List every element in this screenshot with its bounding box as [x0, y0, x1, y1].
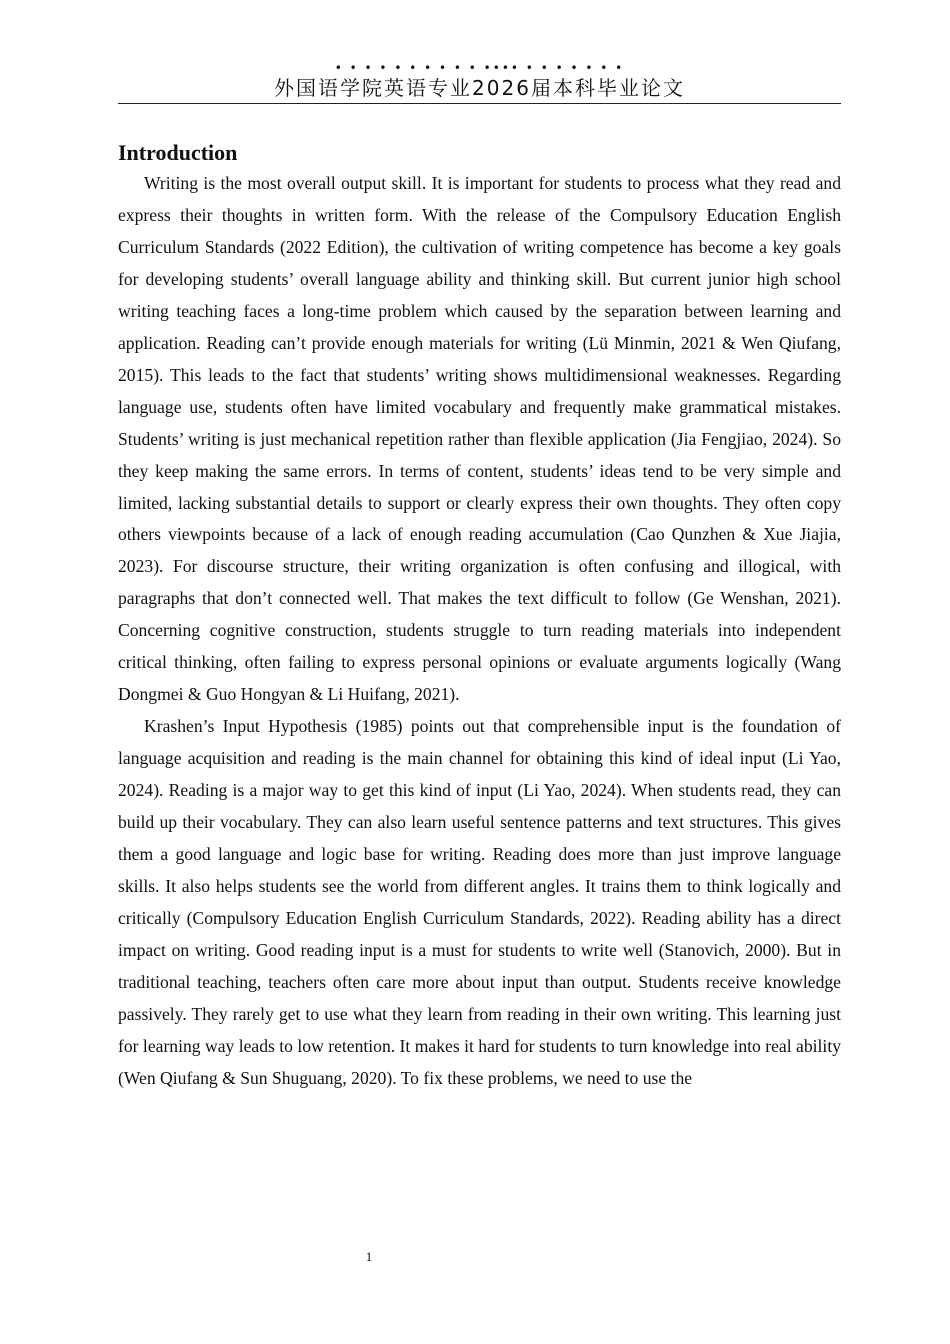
- section-title: Introduction: [118, 140, 238, 165]
- running-header: [118, 62, 841, 104]
- page-number: 1: [365, 1249, 373, 1264]
- paragraph-2: Krashen’s Input Hypothesis (1985) points out that comprehensible input is the foundation of language acquisition and reading is the main channel for obtaining this kind of ideal input (Li Yao, 2024). Reading is a major way to get this kind of input (Li Yao, 2024). When students read, they can build up their vocabulary. They can also learn useful sentence patterns and text structures. This gives them a good language and logic base for writing. Reading does more than just improve language skills. It also helps students see the world from different angles. It trains them to think logically and critically (Compulsory Education English Curriculum Standards, 2022). Reading ability has a direct impact on writing. Good reading input is a must for students to write well (Stanovich, 2000). But in traditional teaching, teachers often care more about input than output. Students receive knowledge passively. They rarely get to use what they learn from reading in their own writing. This learning just for learning way leads to low retention. It makes it hard for students to turn knowledge into real ability (Wen Qiufang & Sun Shuguang, 2020). To fix these problems, we need to use the: [118, 716, 841, 1088]
- paragraph-1: Writing is the most overall output skill. It is important for students to process what they read and express their thoughts in written form. With the release of the Compulsory Education English Curriculum Standards (2022 Edition), the cultivation of writing competence has become a key goals for developing students’ overall language ability and thinking skill. But current junior high school writing teaching faces a long-time problem which caused by the separation between learning and application. Reading can’t provide enough materials for writing (Lü Minmin, 2021 & Wen Qiufang, 2015). This leads to the fact that students’ writing shows multidimensional weaknesses. Regarding language use, students often have limited vocabulary and frequently make grammatical mistakes. Students’ writing is just mechanical repetition rather than flexible application (Jia Fengjiao, 2024). So they keep making the same errors. In terms of content, students’ ideas tend to be very simple and limited, lacking substantial details to support or clearly express their own thoughts. They often copy others viewpoints because of a lack of enough reading accumulation (Cao Qunzhen & Xue Jiajia, 2023). For discourse structure, their writing organization is often confusing and illogical, with paragraphs that don’t connected well. That makes the text difficult to follow (Ge Wenshan, 2021). Concerning cognitive construction, students struggle to turn reading materials into independent critical thinking, often failing to express personal opinions or evaluate arguments logically (Wang Dongmei & Guo Hongyan & Li Huifang, 2021).: [118, 173, 841, 705]
- header-title: 外国语学院英语专业2026届本科毕业论文: [274, 76, 685, 100]
- body-text: [118, 168, 841, 1095]
- header-emphasis-dots: • • • • • • • • • • •••• • • • • • • •: [334, 61, 625, 75]
